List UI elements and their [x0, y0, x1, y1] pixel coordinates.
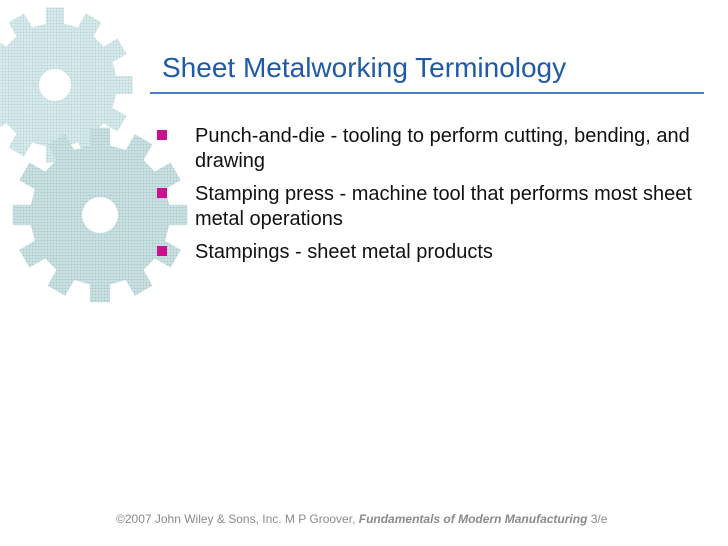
bullet-list: [155, 124, 695, 273]
bullet-text: Stamping press - machine tool that performs most sheet metal operations: [195, 183, 692, 230]
square-bullet-icon: [157, 130, 167, 140]
gear-hole: [82, 197, 118, 233]
bullet-item: [155, 182, 695, 232]
footer-copyright: ©2007 John Wiley & Sons, Inc. M P Groover,: [116, 512, 359, 526]
footer-book-title: Fundamentals of Modern Manufacturing: [358, 512, 588, 526]
bullet-item: [155, 124, 695, 174]
footer-citation: [116, 512, 607, 526]
title-divider: [150, 92, 704, 94]
bullet-text: Punch-and-die - tooling to perform cutting, bending, and drawing: [195, 125, 690, 172]
bullet-item: [155, 240, 695, 265]
square-bullet-icon: [157, 246, 167, 256]
slide-title: Sheet Metalworking Terminology: [162, 52, 567, 83]
footer-edition: 3/e: [587, 512, 608, 526]
bullet-text: Stampings - sheet metal products: [195, 241, 493, 263]
gear-hole: [39, 69, 71, 101]
square-bullet-icon: [157, 188, 167, 198]
